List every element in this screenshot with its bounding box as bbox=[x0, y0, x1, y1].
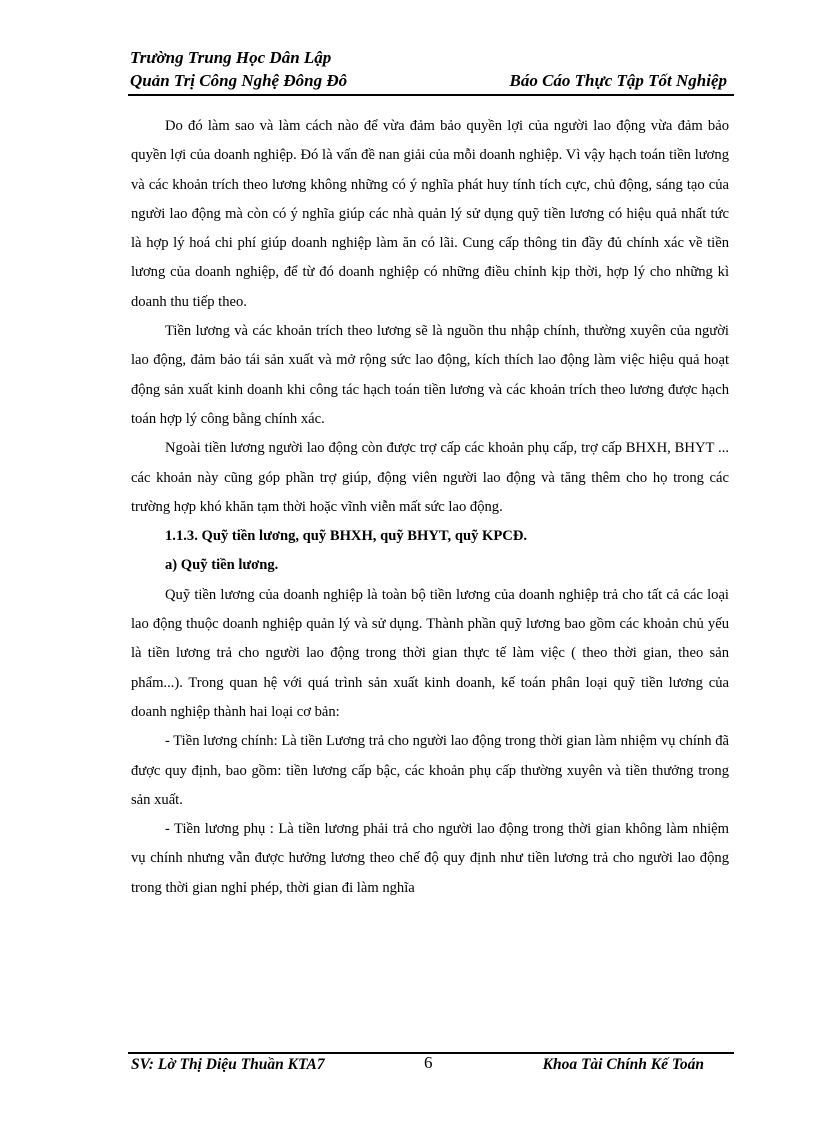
header-institute: Quản Trị Công Nghệ Đông Đô bbox=[130, 71, 348, 90]
subsection-heading: a) Quỹ tiền lương. bbox=[165, 557, 279, 574]
paragraph-5: - Tiền lương chính: Là tiền Lương trả cho người lao động trong thời gian làm nhiệm vụ chính đã được quy định, bao gồm: tiền lương cấp bậc, các khoản phụ cấp thường xuyên và tiền thưởng trong sản xuất. bbox=[131, 733, 729, 808]
paragraph-2: Tiền lương và các khoản trích theo lương sẽ là nguồn thu nhập chính, thường xuyên của người lao động, đảm bảo tái sản xuất và mở rộng sức lao động, kích thích lao động làm việc hiệu quả hoạt động sản xuất kinh doanh khi công tác hạch toán tiền lương và các khoản trích theo lương được hạch toán hợp lý công bằng chính xác. bbox=[131, 323, 729, 427]
body-text bbox=[131, 112, 729, 903]
paragraph-4: Quỹ tiền lương của doanh nghiệp là toàn bộ tiền lương của doanh nghiệp trả cho tất cả các loại lao động thuộc doanh nghiệp quản lý và sử dụng. Thành phần quỹ lương bao gồm các khoản chủ yếu là tiền lương trả cho người lao động trong thời gian thực tế làm việc ( theo thời gian, theo sản phẩm...). Trong quan hệ với quá trình sản xuất kinh doanh, kế toán phân loại quỹ tiền lương của doanh nghiệp thành hai loại cơ bản: bbox=[131, 586, 729, 720]
header-report-title: Báo Cáo Thực Tập Tốt Nghiệp bbox=[509, 71, 727, 90]
footer-student: SV: Lờ Thị Diệu Thuần KTA7 bbox=[131, 1056, 325, 1073]
paragraph-3: Ngoài tiền lương người lao động còn được trợ cấp các khoản phụ cấp, trợ cấp BHXH, BHYT ... các khoản này cũng góp phần trợ giúp, động viên người lao động và tăng thêm cho họ trong các trường hợp khó khăn tạm thời hoặc vĩnh viễn mất sức lao động. bbox=[131, 440, 729, 515]
header-rule bbox=[128, 94, 734, 96]
page-number: 6 bbox=[424, 1053, 433, 1072]
footer-faculty: Khoa Tài Chính Kế Toán bbox=[542, 1056, 704, 1073]
paragraph-6: - Tiền lương phụ : Là tiền lương phải trả cho người lao động trong thời gian không làm nhiệm vụ chính nhưng vẫn được hưởng lương theo chế độ quy định như tiền lương trả cho người lao động trong thời gian nghỉ phép, thời gian đi làm nghĩa bbox=[131, 821, 729, 896]
section-heading: 1.1.3. Quỹ tiền lương, quỹ BHXH, quỹ BHYT, quỹ KPCĐ. bbox=[165, 528, 528, 545]
paragraph-1: Do đó làm sao và làm cách nào để vừa đảm bảo quyền lợi của người lao động vừa đảm bảo quyền lợi của doanh nghiệp. Đó là vấn đề nan giải của mỗi doanh nghiệp. Vì vậy hạch toán tiền lương và các khoản trích theo lương không những có ý nghĩa phát huy tính tích cực, chủ động, sáng tạo của người lao động mà còn có ý nghĩa giúp các nhà quản lý sử dụng quỹ tiền lương có hiệu quả nhất tức là hợp lý hoá chi phí giúp doanh nghiệp làm ăn có lãi. Cung cấp thông tin đầy đủ chính xác về tiền lương của doanh nghiệp, để từ đó doanh nghiệp có những điều chỉnh kịp thời, hợp lý cho những kì doanh thu tiếp theo. bbox=[131, 118, 729, 310]
header-school: Trường Trung Học Dân Lập bbox=[130, 48, 332, 67]
header-line-2 bbox=[130, 71, 733, 93]
